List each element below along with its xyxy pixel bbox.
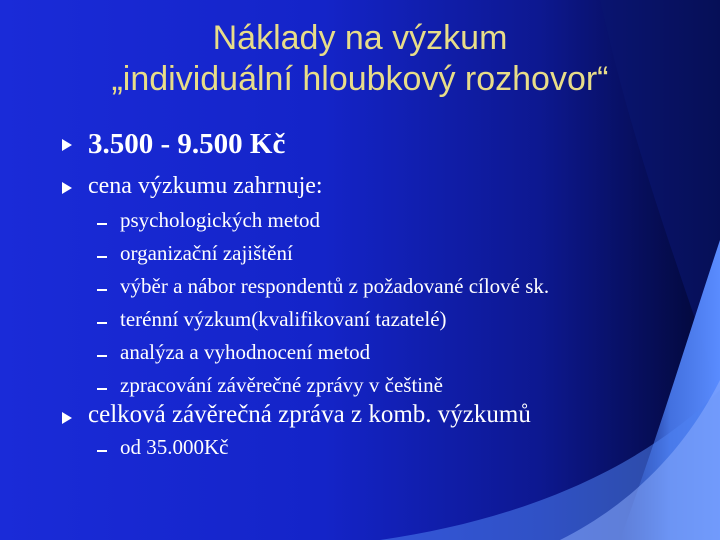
dash-icon [97, 289, 107, 291]
title-line-2: „individuální hloubkový rozhovor“ [111, 60, 609, 98]
dash-icon [97, 322, 107, 324]
dash-icon [97, 223, 107, 225]
price-range: 3.500 - 9.500 Kč [88, 128, 286, 160]
dash-icon [97, 256, 107, 258]
sub-list-item: psychologických metod [120, 208, 321, 232]
slide-title [0, 18, 720, 100]
bullet-icon [62, 139, 72, 151]
dash-icon [97, 355, 107, 357]
dash-icon [97, 450, 107, 452]
list-item-includes: cena výzkumu zahrnuje: [88, 173, 323, 199]
sub-list-item: od 35.000Kč [120, 435, 229, 459]
list-item-report: celková závěrečná zpráva z komb. výzkumů [88, 401, 531, 428]
sub-list-item: výběr a nábor respondentů z požadované cílové sk. [120, 274, 550, 298]
sub-list-item: organizační zajištění [120, 241, 293, 265]
dash-icon [97, 388, 107, 390]
bullet-icon [62, 412, 72, 424]
sub-list-item: terénní výzkum(kvalifikovaní tazatelé) [120, 307, 447, 331]
title-line-1: Náklady na výzkum [212, 19, 508, 57]
sub-list-item: analýza a vyhodnocení metod [120, 340, 371, 364]
bullet-icon [62, 182, 72, 194]
sub-list-item: zpracování závěrečné zprávy v češtině [120, 373, 443, 397]
